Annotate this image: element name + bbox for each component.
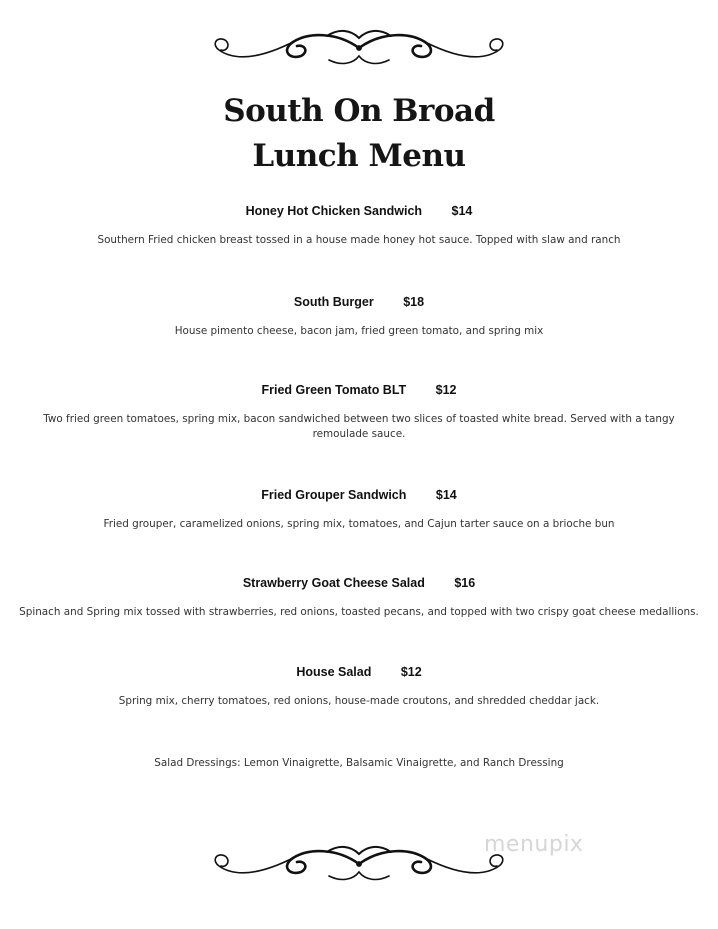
flourish-icon	[209, 24, 509, 72]
menu-item	[0, 382, 718, 442]
menu-item	[0, 203, 718, 248]
top-flourish-ornament	[209, 24, 509, 72]
bottom-flourish-ornament	[209, 840, 509, 888]
menu-item-header	[0, 487, 718, 503]
menu-item-header	[0, 294, 718, 310]
menu-item-price: $18	[403, 295, 425, 309]
flourish-icon	[209, 840, 509, 888]
menu-item	[0, 487, 718, 532]
restaurant-name: South On Broad	[223, 93, 495, 129]
menu-item-header	[0, 203, 718, 219]
menu-item-price: $12	[435, 383, 457, 397]
menu-item-price: $16	[454, 576, 476, 590]
menu-item-description: Fried grouper, caramelized onions, spring mix, tomatoes, and Cajun tarter sauce on a brioche bun	[103, 518, 615, 530]
menu-item	[0, 664, 718, 709]
menu-item-name: Fried Grouper Sandwich	[261, 488, 407, 502]
menupix-watermark: menupix	[484, 832, 584, 857]
menu-item-price: $14	[435, 488, 457, 502]
menu-item-header	[0, 575, 718, 591]
menu-item-description: Spinach and Spring mix tossed with strawberries, red onions, toasted pecans, and topped with two crispy goat cheese medallions.	[19, 606, 699, 618]
menu-item-header	[0, 382, 718, 398]
menu-item-description: House pimento cheese, bacon jam, fried green tomato, and spring mix	[174, 325, 544, 337]
menu-item-header	[0, 664, 718, 680]
menu-item-price: $12	[400, 665, 422, 679]
menu-item-name: South Burger	[293, 295, 374, 309]
menu-item-description: Southern Fried chicken breast tossed in a house made honey hot sauce. Topped with slaw and ranch	[97, 234, 621, 246]
menu-item-name: Fried Green Tomato BLT	[261, 383, 407, 397]
menu-item-description: Spring mix, cherry tomatoes, red onions, house-made croutons, and shredded cheddar jack.	[118, 695, 600, 707]
menu-item-description: Two fried green tomatoes, spring mix, bacon sandwiched between two slices of toasted white bread. Served with a tangy remoulade sauce.	[43, 413, 675, 440]
menu-item	[0, 575, 718, 620]
menu-item-name: Honey Hot Chicken Sandwich	[245, 204, 423, 218]
menu-title: Lunch Menu	[252, 138, 466, 174]
menu-item-name: Strawberry Goat Cheese Salad	[242, 576, 425, 590]
salad-dressings-note: Salad Dressings: Lemon Vinaigrette, Balsamic Vinaigrette, and Ranch Dressing	[154, 757, 564, 769]
menu-item	[0, 294, 718, 339]
menu-item-price: $14	[451, 204, 473, 218]
menu-item-name: House Salad	[296, 665, 372, 679]
